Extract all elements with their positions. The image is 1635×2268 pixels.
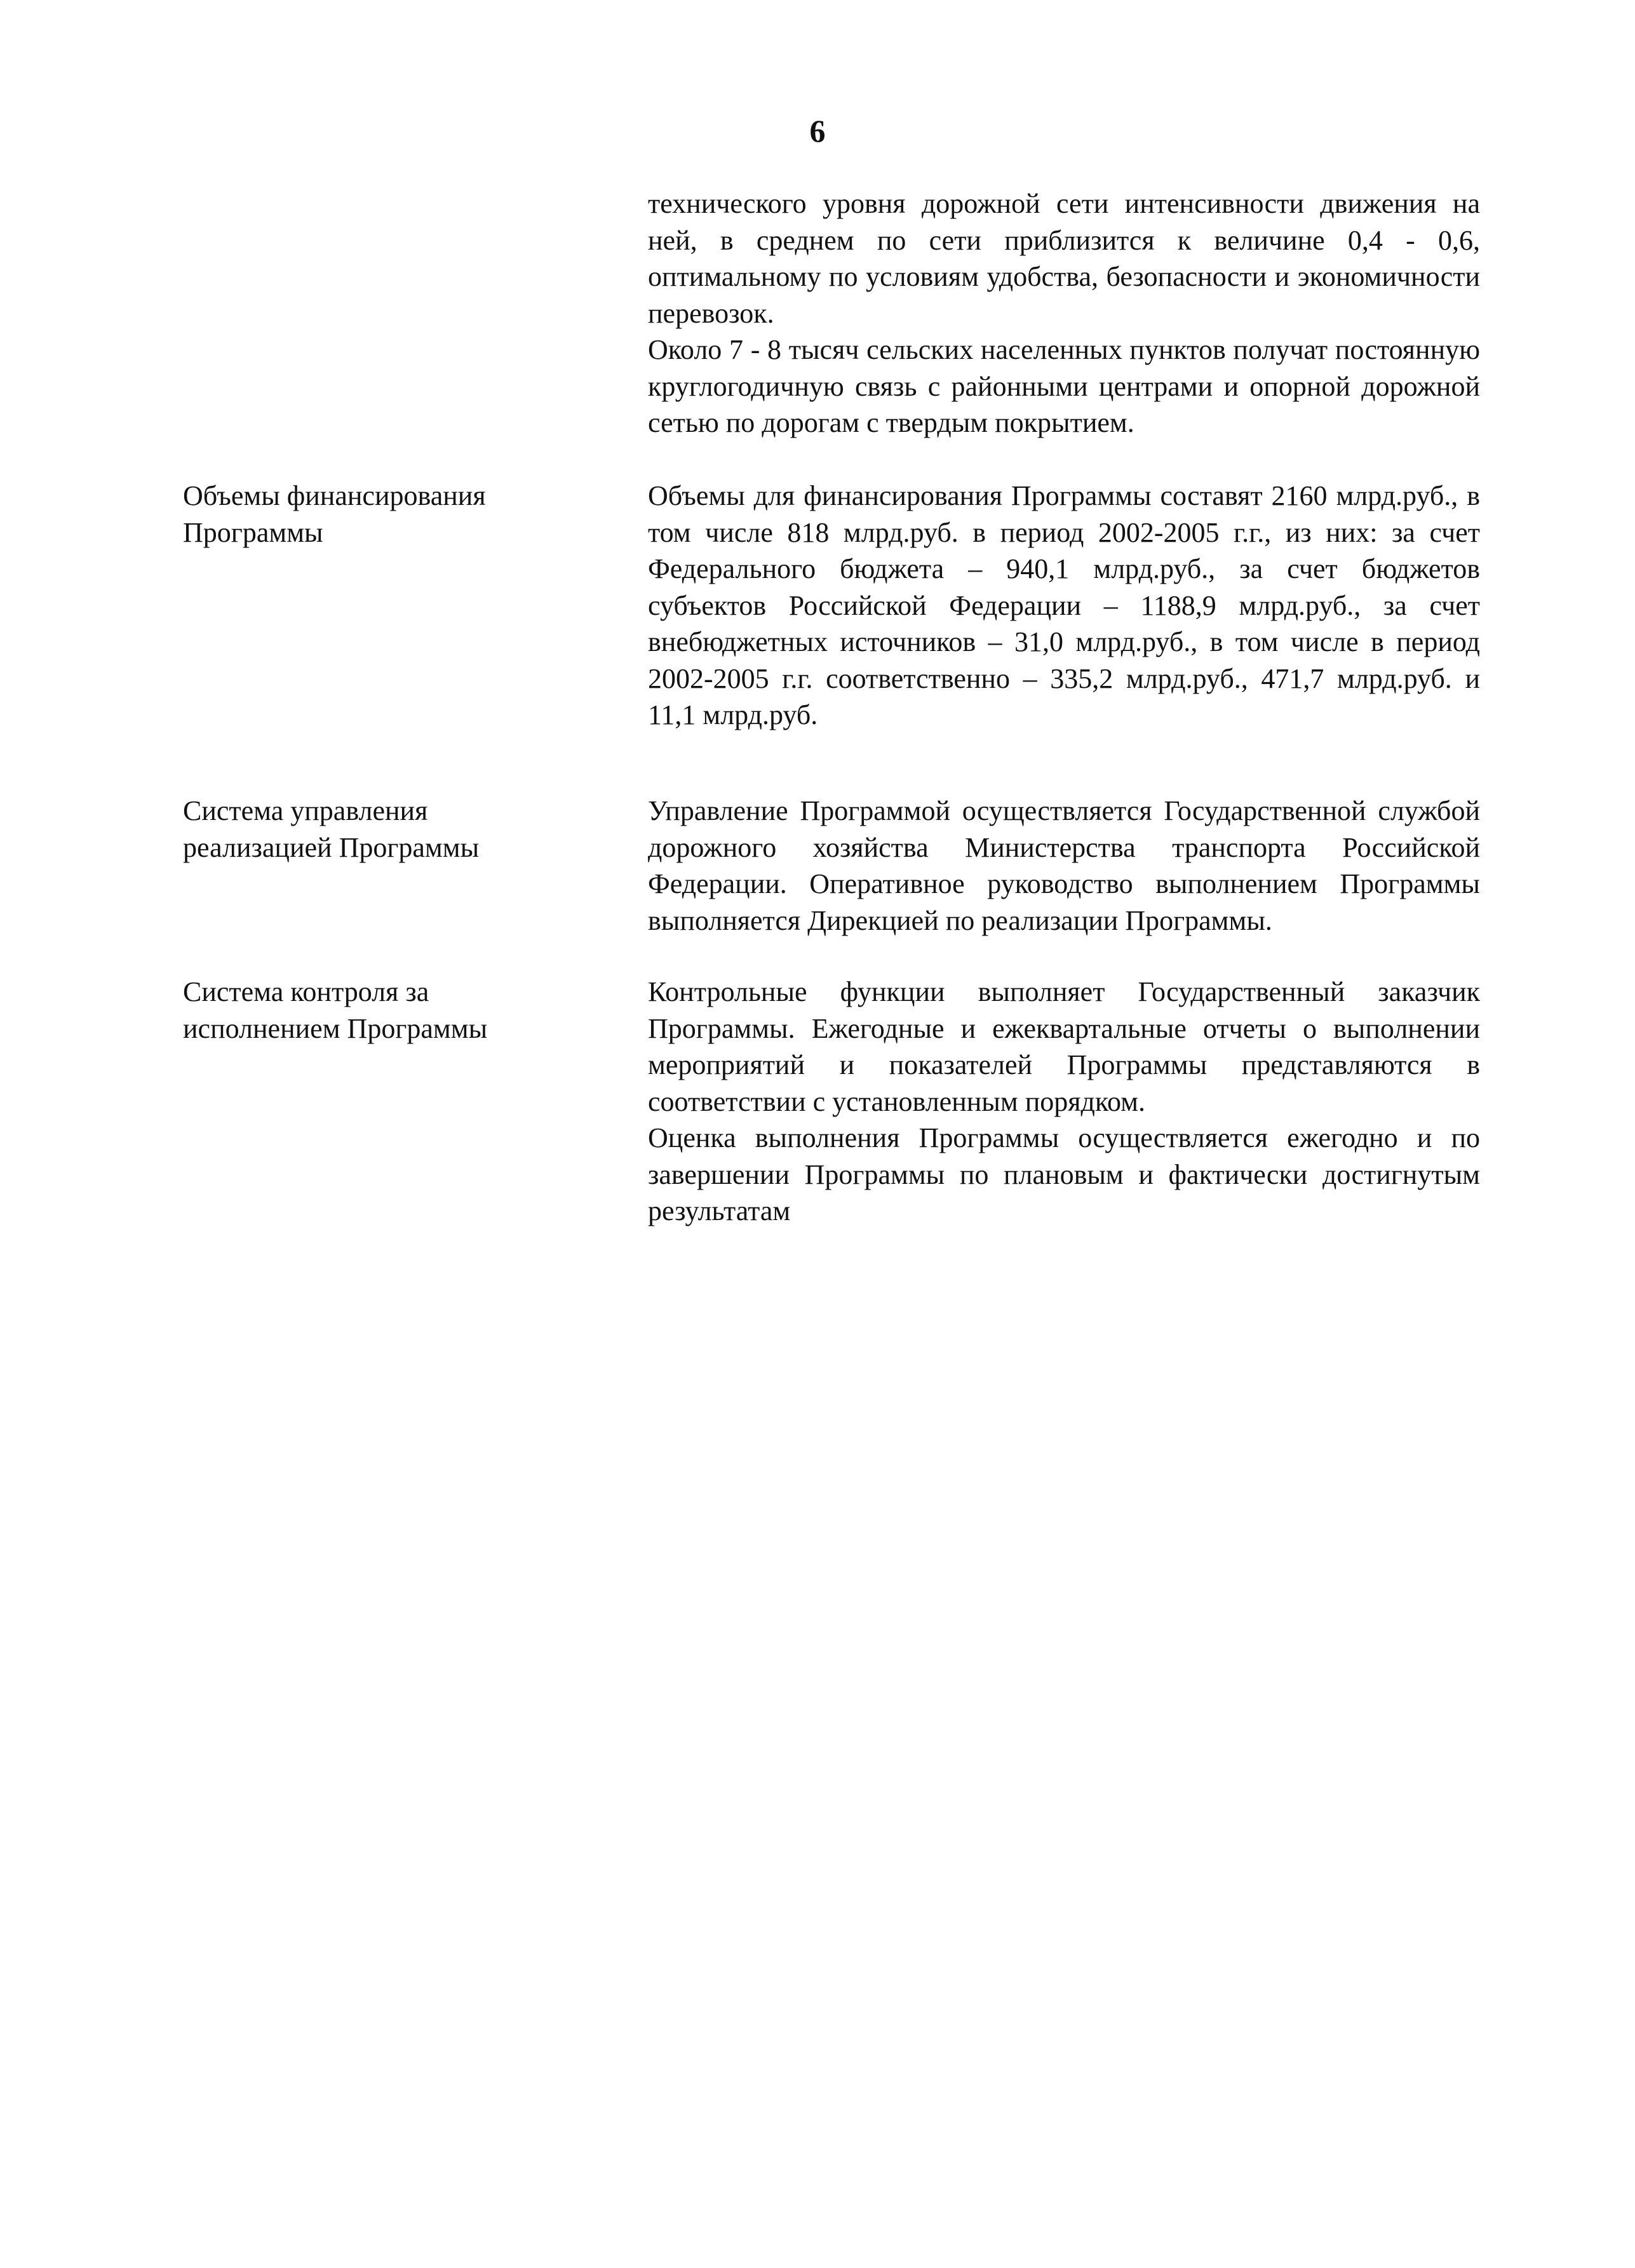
management-label [183,793,589,866]
funding-text [648,478,1480,734]
page-number: 6 [809,113,826,149]
continuation-paragraph-1: технического уровня дорожной сети интенсивности движения на ней, в среднем по сети приблизится к величине 0,4 - 0,6, оптимальному по условиям удобства, безопасности и экономичности перевозок. [648,188,1480,329]
control-text [648,974,1480,1230]
control-label-line-2: исполнением Программы [183,1012,488,1044]
funding-label [183,478,589,551]
control-label-line-1: Система контроля за [183,976,429,1007]
management-label-line-1: Система управления [183,795,428,826]
management-paragraph: Управление Программой осуществляется Государственной службой дорожного хозяйства Министерства транспорта Российской Федерации. Оперативное руководство выполнением Программы выполняется Дирекцией по реализации Программы. [648,795,1480,936]
control-label [183,974,589,1047]
control-paragraph-1: Контрольные функции выполняет Государственный заказчик Программы. Ежегодные и ежеквартальные отчеты о выполнении мероприятий и показателей Программы представляются в соответствии с установленным порядком. [648,976,1480,1117]
funding-paragraph: Объемы для финансирования Программы составят 2160 млрд.руб., в том числе 818 млрд.руб. в период 2002-2005 г.г., из них: за счет Федерального бюджета – 940,1 млрд.руб., за счет бюджетов субъектов Российской Федерации – 1188,9 млрд.руб., за счет внебюджетных источников – 31,0 млрд.руб., в том числе в период 2002-2005 г.г. соответственно – 335,2 млрд.руб., 471,7 млрд.руб. и 11,1 млрд.руб. [648,480,1480,730]
management-label-line-2: реализацией Программы [183,831,480,863]
continuation-paragraph-2: Около 7 - 8 тысяч сельских населенных пунктов получат постоянную круглогодичную связь с районными центрами и опорной дорожной сетью по дорогам с твердым покрытием. [648,334,1480,438]
funding-label-line-2: Программы [183,516,323,548]
management-text [648,793,1480,939]
continuation-text [648,185,1480,441]
funding-label-line-1: Объемы финансирования [183,480,486,511]
control-paragraph-2: Оценка выполнения Программы осуществляется ежегодно и по завершении Программы по плановым и фактически достигнутым результатам [648,1122,1480,1226]
